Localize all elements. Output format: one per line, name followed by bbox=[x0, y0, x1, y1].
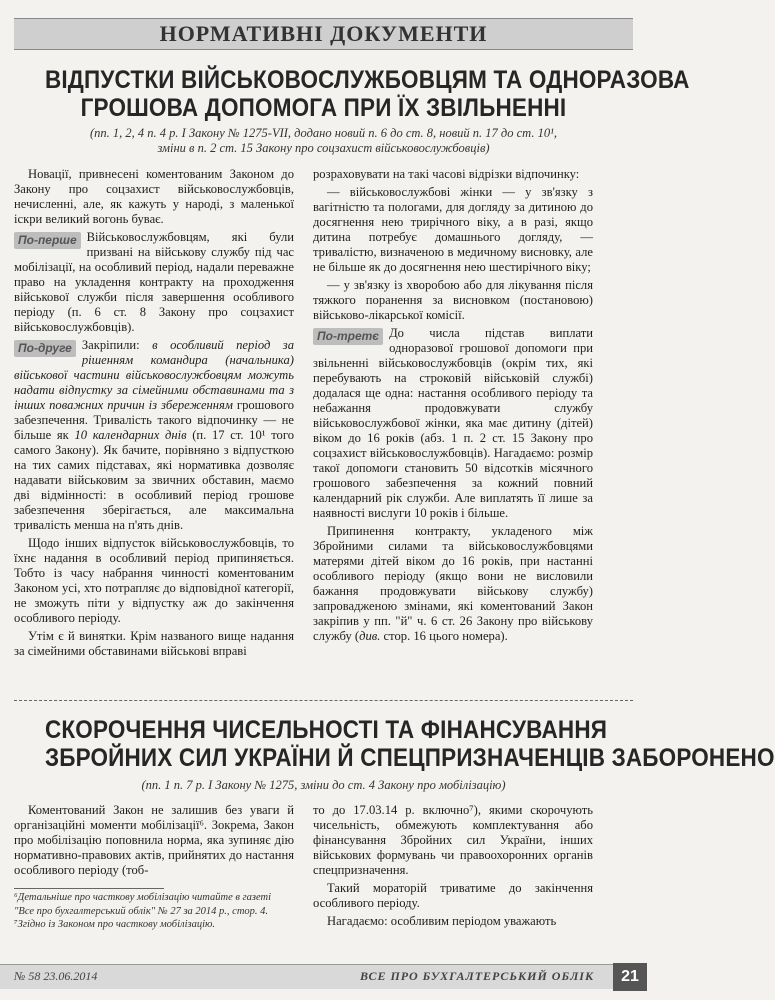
article1-title-line1: ВІДПУСТКИ ВІЙСЬКОВОСЛУЖБОВЦЯМ ТА ОДНОРАЗОВА bbox=[44, 66, 690, 94]
article1-reference bbox=[14, 126, 633, 156]
emphasis-text: 10 календарних днів bbox=[74, 428, 187, 442]
section-title: НОРМАТИВНІ ДОКУМЕНТИ bbox=[159, 21, 488, 46]
article1-reference-line1: (пп. 1, 2, 4 п. 4 р. І Закону № 1275-VII, додано новий п. 6 до ст. 8, новий п. 17 до ст. 10¹, bbox=[90, 126, 557, 140]
paragraph: Нагадаємо: особливим періодом уважають bbox=[327, 914, 557, 928]
marker-second: По-друге bbox=[14, 340, 76, 357]
article2-right-column bbox=[313, 803, 593, 932]
paragraph bbox=[313, 524, 593, 644]
paragraph-text: Припинення контракту, укладеного між Збройними силами та військовослужбовцями матерями дітей віком до 16 років, при настанні особливого періоду (якщо вони не висловили бажання продовжувати військову службу) запровадженою змінами, які коментований Закон закріпив у пп. "й" ч. 6 ст. 26 Закону про військову службу ( bbox=[313, 524, 593, 643]
footnote-6-line1: ⁶Детальніше про часткову мобілізацію читайте в газеті bbox=[14, 892, 272, 903]
marker-first: По-перше bbox=[14, 232, 81, 249]
footnote-rule bbox=[14, 888, 164, 889]
article1-right-column bbox=[313, 167, 593, 647]
paragraph: Щодо інших відпусток військовослужбовців, то їхнє надання в особливий період припиняється. Тобто із часу набрання чинності коментованим Законом усі, хто потрапляє до відповідної категорії, не зможуть піти у відпустку аж до закінчення особливого періоду. bbox=[14, 536, 294, 625]
article2-title-line2: ЗБРОЙНИХ СИЛ УКРАЇНИ Й СПЕЦПРИЗНАЧЕНЦІВ ЗАБОРОНЕНО bbox=[44, 744, 775, 772]
paragraph-text: Закріпили: bbox=[81, 338, 153, 352]
paragraph-text: Військовослужбовцям, які були призвані на військову службу під час мобілізації, на особливий період, надали переважне право на укладення контракту на проходження військової служби після завершення особливого періоду (п. 6 ст. 8 Закону про соцзахист військовослужбовців). bbox=[14, 230, 294, 334]
paragraph: — у зв'язку із хворобою або для лікування після тяжкого поранення за висновком (постановою) військово-лікарської комісії. bbox=[313, 278, 593, 322]
paragraph: розраховувати на такі часові відрізки відпочинку: bbox=[313, 167, 580, 181]
article2-reference: (пп. 1 п. 7 р. І Закону № 1275, зміни до ст. 4 Закону про мобілізацію) bbox=[141, 778, 506, 792]
paragraph: то до 17.03.14 р. включно⁷), якими скорочують чисельність, обмежують комплектування або фінансування Збройних сил України, інших військових формувань чи правоохоронних органів спецпризначення. bbox=[313, 803, 593, 877]
article2-title-line1: СКОРОЧЕННЯ ЧИСЕЛЬНОСТІ ТА ФІНАНСУВАННЯ bbox=[44, 716, 608, 744]
paragraph bbox=[14, 338, 294, 533]
footnote-6-line2: "Все про бухгалтерський облік" № 27 за 2014 р., стор. 4. bbox=[14, 905, 269, 917]
paragraph-text: (п. 17 ст. 10¹ того самого Закону). Як бачите, порівняно з відпусткою на тих самих підставах, які нормативка дозволяє надавати військовим за звичних обставин, маємо дві відмінності: в особливий період грошове забезпечення зберігається, але максимальна тривалість менша на п'ять днів. bbox=[14, 428, 294, 532]
paragraph-text: грошового забезпечення. Тривалість такого відпочинку — не більше як bbox=[14, 398, 294, 442]
paragraph-text: стор. 16 цього номера). bbox=[380, 629, 508, 643]
section-header-band bbox=[14, 18, 633, 50]
paragraph: Утім є й винятки. Крім названого вище надання за сімейними обставинами військові вправі bbox=[14, 629, 294, 658]
emphasis-text: в особливий період за рішенням командира (начальника) військової частини військовослужбовцям можуть надати відпустку за сімейними обставинами та з інших поважних причин із збереженням bbox=[14, 338, 294, 412]
article1-title bbox=[44, 66, 690, 122]
page-footer bbox=[0, 964, 647, 989]
article-separator bbox=[14, 700, 633, 701]
paragraph: — військовослужбові жінки — у зв'язку з вагітністю та пологами, для догляду за дитиною до досягнення нею трирічного віку, а в разі, якщо дитина потребує домашнього догляду, — тривалістю, визначеною в медичному висновку, але не більше як до досягнення нею шестирічного віку; bbox=[313, 185, 593, 274]
paragraph bbox=[313, 326, 593, 521]
page-number: 21 bbox=[613, 963, 647, 991]
footnotes bbox=[14, 892, 294, 933]
paragraph bbox=[14, 230, 294, 335]
paragraph-text: До числа підстав виплати одноразової грошової допомоги при звільненні військовослужбовців (окрім тих, які перебувають на строковій військовій службі) додалася ще одна: настання особливого періоду та небажання продовжувати службу військовослужбової жінки, яка має дитину (дітей) віком до 16 років (абз. 1 п. 2 ст. 15 Закону про соцзахист військовослужбовців). Нагадаємо: розмір такої допомоги становить 50 відсотків місячного грошового забезпечення за кожний повний календарний рік служби. Але виплатять її лише за наявності вислуги 10 років і більше. bbox=[313, 326, 593, 520]
issue-info: № 58 23.06.2014 bbox=[14, 969, 98, 983]
journal-name: ВСЕ ПРО БУХГАЛТЕРСЬКИЙ ОБЛІК bbox=[360, 969, 595, 983]
article1-title-line2: ГРОШОВА ДОПОМОГА ПРИ ЇХ ЗВІЛЬНЕННІ bbox=[80, 94, 567, 122]
article2-left-column bbox=[14, 803, 294, 881]
paragraph: Такий мораторій триватиме до закінчення особливого періоду. bbox=[313, 881, 593, 910]
article1-reference-line2: зміни в п. 2 ст. 15 Закону про соцзахист військовослужбовців) bbox=[157, 141, 490, 155]
footnote-7: ⁷Згідно із Законом про часткову мобілізацію. bbox=[14, 919, 216, 930]
paragraph: Коментований Закон не залишив без уваги й організаційні моменти мобілізації⁶. Зокрема, Закон про мобілізацію поповнила норма, яка зупиняє дію нормативно-правових актів, прийнятих до настання особливого періоду (тоб- bbox=[14, 803, 294, 877]
article1-left-column bbox=[14, 167, 294, 662]
emphasis-text: див. bbox=[359, 629, 381, 643]
paragraph: Новації, привнесені коментованим Законом до Закону про соцзахист військовослужбовців, нечисленні, але, як кажуть у народі, з маленької іскри великий вогонь буває. bbox=[14, 167, 294, 226]
article2-title bbox=[44, 716, 775, 772]
marker-third: По-третє bbox=[313, 328, 383, 345]
